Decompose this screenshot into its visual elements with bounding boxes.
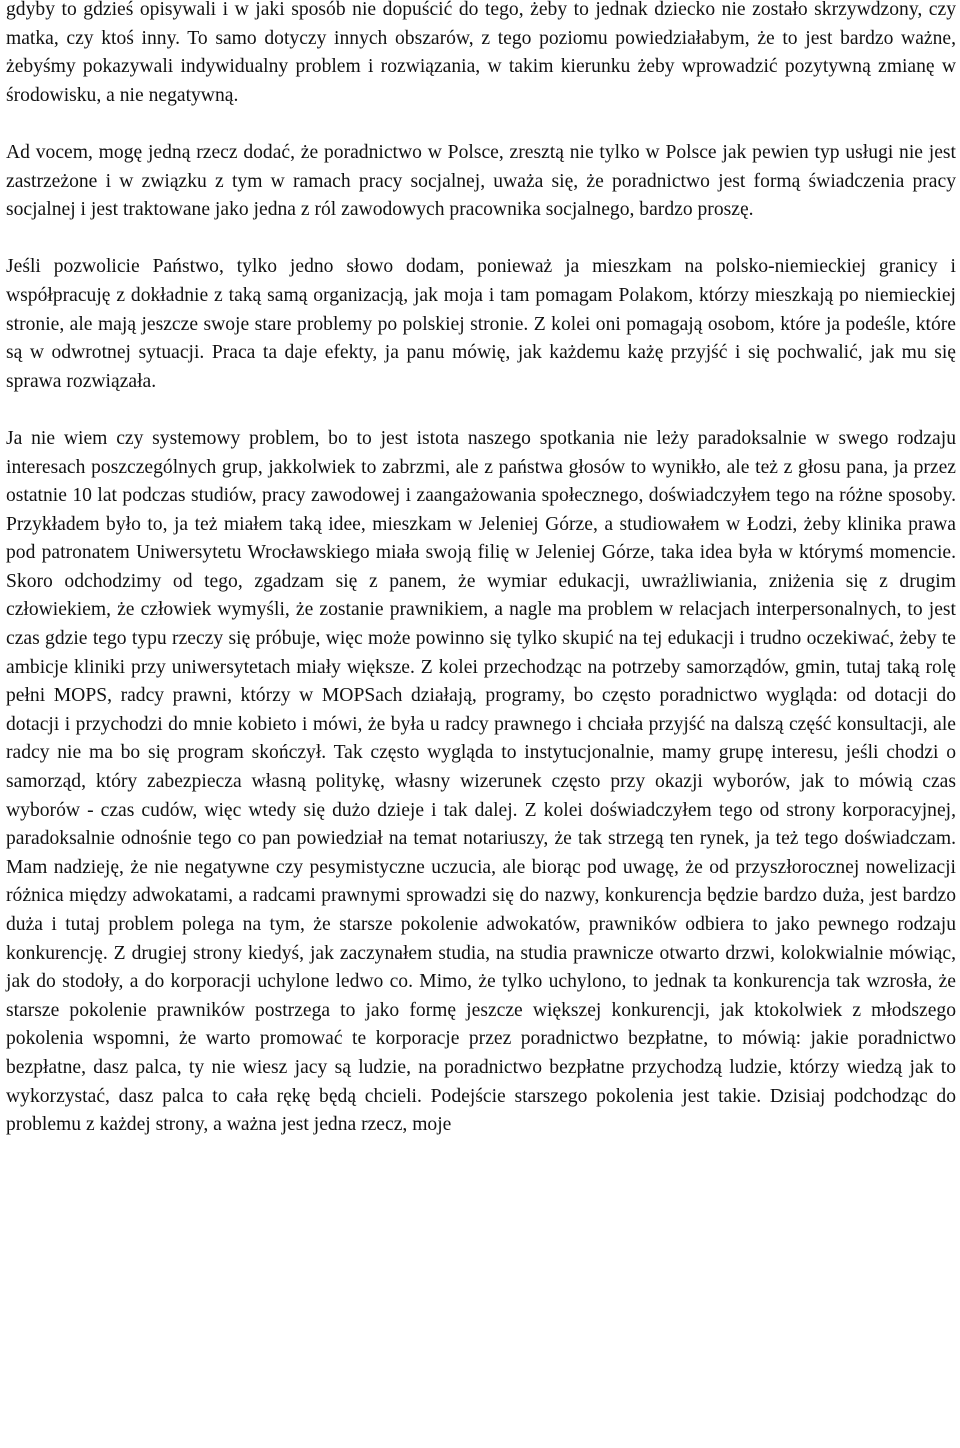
paragraph-3: Jeśli pozwolicie Państwo, tylko jedno słowo dodam, ponieważ ja mieszkam na polsko-niemieckiej granicy i współpracuję z dokładnie z taką samą organizacją, jak moja i tam pomagam Polakom, którzy mieszkają po niemieckiej stronie, ale mają jeszcze swoje stare problemy po polskiej stronie. Z kolei oni pomagają osobom, które ja podeśle, które są w odwrotnej sytuacji. Praca ta daje efekty, ja panu mówię, jak każdemu każę przyjść i się pochwalić, jak mu się sprawa rozwiązała. <box>6 256 956 392</box>
paragraph-1: gdyby to gdzieś opisywali i w jaki sposób nie dopuścić do tego, żeby to jednak dziecko nie zostało skrzywdzony, czy matka, czy ktoś inny. To samo dotyczy innych obszarów, z tego poziomu powiedziałabym, że to jest bardzo ważne, żebyśmy pokazywali indywidualny problem i rozwiązania, w takim kierunku żeby wprowadzić pozytywną zmianę w środowisku, a nie negatywną. <box>6 0 956 106</box>
paragraph-2: Ad vocem, mogę jedną rzecz dodać, że poradnictwo w Polsce, zresztą nie tylko w Polsce jak pewien typ usługi nie jest zastrzeżone i w związku z tym w ramach pracy socjalnej, uważa się, że poradnictwo jest formą świadczenia pracy socjalnej i jest traktowane jako jedna z ról zawodowych pracownika socjalnego, bardzo proszę. <box>6 141 956 221</box>
document-page <box>6 0 956 1140</box>
paragraph-4: Ja nie wiem czy systemowy problem, bo to jest istota naszego spotkania nie leży paradoksalnie w swego rodzaju interesach poszczególnych grup, jakkolwiek to zabrzmi, ale z państwa głosów to wynikło, ale też z głosu pana, ja przez ostatnie 10 lat podczas studiów, pracy zawodowej i zaangażowania społecznego, doświadczyłem tego na różne sposoby. Przykładem było to, ja też miałem taką idee, mieszkam w Jeleniej Górze, a studiowałem w Łodzi, żeby klinika prawa pod patronatem Uniwersytetu Wrocławskiego miała swoją filię w Jeleniej Górze, taka idea była w którymś momencie. Skoro odchodzimy od tego, zgadzam się z panem, że wymiar edukacji, uwrażliwiania, zniżenia się z drugim człowiekiem, że człowiek wymyśli, że zostanie prawnikiem, a nagle ma problem w relacjach interpersonalnych, to jest czas gdzie tego typu rzeczy się próbuje, więc może powinno się tylko skupić na tej edukacji i trudno oczekiwać, żeby te ambicje kliniki przy uniwersytetach miały większe. Z kolei przechodząc na potrzeby samorządów, gmin, tutaj taką rolę pełni MOPS, radcy prawni, którzy w MOPSach działają, programy, bo często poradnictwo wygląda: od dotacji do dotacji i przychodzi do mnie kobieto i mówi, że była u radcy prawnego i chciała przyjść na dalszą część konsultacji, ale radcy nie ma bo się program skończył. Tak często wygląda to instytucjonalnie, mamy grupę interesu, jeśli chodzi o samorząd, który zabezpiecza własną politykę, własny wizerunek często przy okazji wyborów, jak to mówią czas wyborów - czas cudów, więc wtedy się dużo dzieje i tak dalej. Z kolei doświadczyłem tego od strony korporacyjnej, paradoksalnie odnośnie tego co pan powiedział na temat notariuszy, że tak strzegą ten rynek, ja też tego doświadczam. Mam nadzieję, że nie negatywne czy pesymistyczne uczucia, ale biorąc pod uwagę, że od przyszłorocznej nowelizacji różnica między adwokatami, a radcami prawnymi sprowadzi się do nazwy, konkurencja będzie bardzo duża, jest bardzo duża i tutaj problem polega na tym, że starsze pokolenie adwokatów, prawników odbiera to jako pewnego rodzaju konkurencję. Z drugiej strony kiedyś, jak zaczynałem studia, na studia prawnicze otwarto drzwi, kolokwialnie mówiąc, jak do stodoły, a do korporacji uchylone ledwo co. Mimo, że tylko uchylono, to jednak ta konkurencja tak wzrosła, że starsze pokolenie prawników postrzega to jako formę jeszcze większej konkurencji, jak ktokolwiek z młodszego pokolenia wspomni, że warto promować te korporacje przez poradnictwo bezpłatne, to mówią: jakie poradnictwo bezpłatne, dasz palca, ty nie wiesz jacy są ludzie, na poradnictwo bezpłatne przychodzą ludzie, którzy wiedzą jak to wykorzystać, dasz palca to cała rękę będą chcieli. Podejście starszego pokolenia jest takie. Dzisiaj podchodząc do problemu z każdej strony, a ważna jest jedna rzecz, moje <box>6 427 956 1136</box>
